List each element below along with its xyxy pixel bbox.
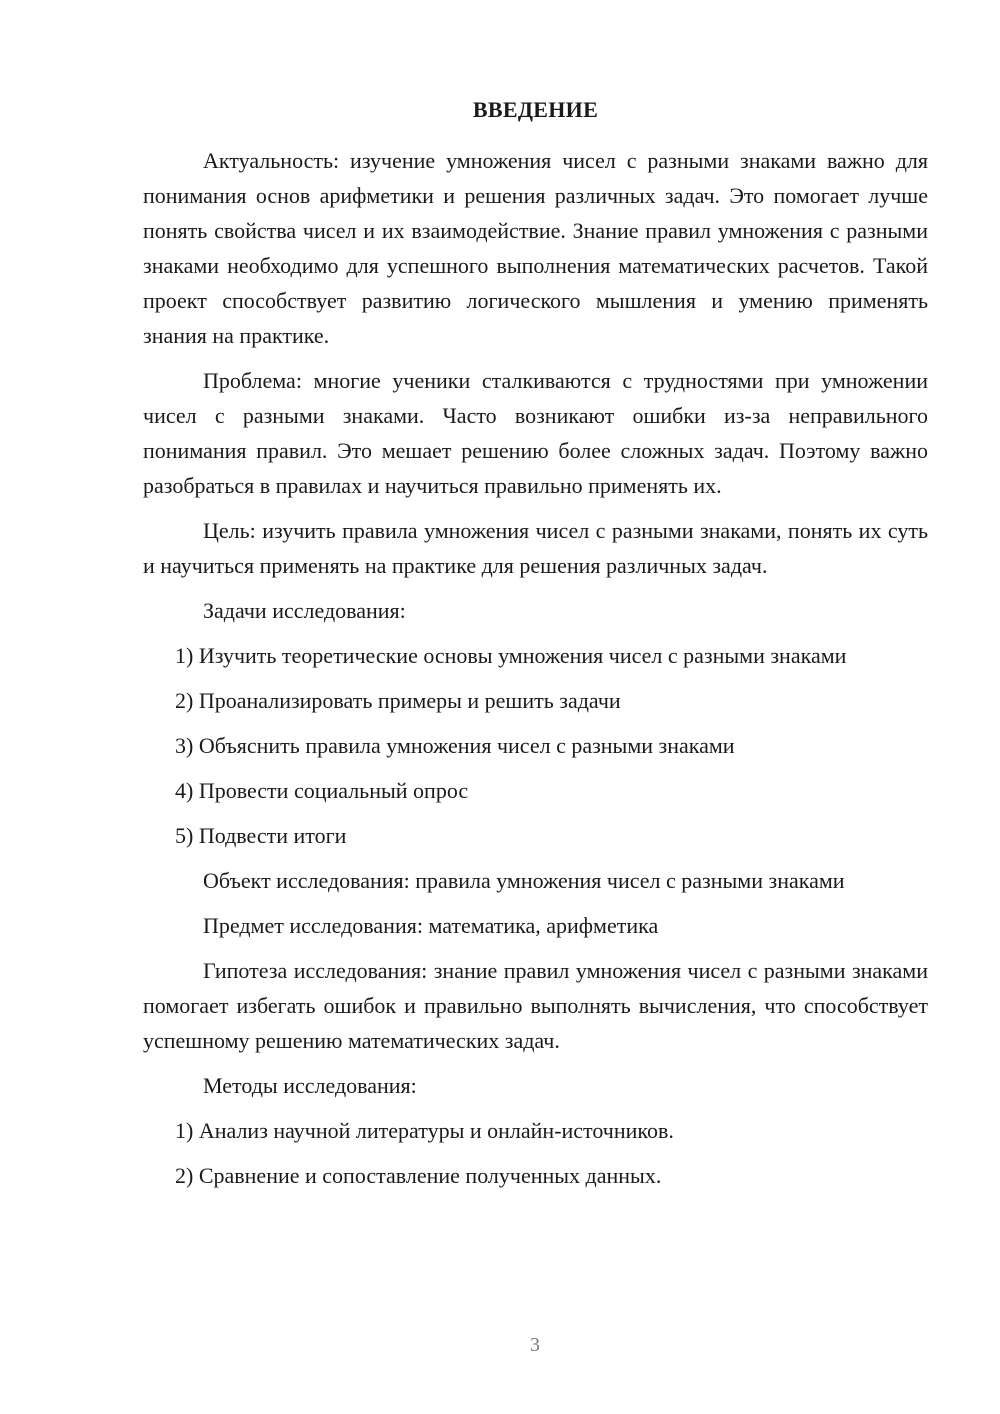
- tasks-list: [143, 638, 928, 853]
- goal-paragraph: Цель: изучить правила умножения чисел с разными знаками, понять их суть и научиться применять на практике для решения различных задач.: [143, 518, 928, 578]
- relevance-paragraph: Актуальность: изучение умножения чисел с разными знаками важно для понимания основ арифметики и решения различных задач. Это помогает лучше понять свойства чисел и их взаимодействие. Знание правил умножения с разными знаками необходимо для успешного выполнения математических расчетов. Такой проект способствует развитию логического мышления и умению применять знания на практике.: [143, 148, 928, 348]
- research-object: Объект исследования: правила умножения чисел с разными знаками: [203, 868, 845, 893]
- hypothesis-paragraph: Гипотеза исследования: знание правил умножения чисел с разными знаками помогает избегать ошибок и правильно выполнять вычисления, что способствует успешному решению математических задач.: [143, 958, 928, 1053]
- document-page: [143, 92, 928, 1203]
- page-number: 3: [530, 1334, 540, 1356]
- list-item: 3) Объяснить правила умножения чисел с разными знаками: [175, 733, 735, 758]
- problem-paragraph: Проблема: многие ученики сталкиваются с трудностями при умножении чисел с разными знаками. Часто возникают ошибки из-за неправильного понимания правил. Это мешает решению более сложных задач. Поэтому важно разобраться в правилах и научиться правильно применять их.: [143, 368, 928, 498]
- section-title: ВВЕДЕНИЕ: [472, 97, 599, 122]
- tasks-heading: Задачи исследования:: [203, 598, 406, 623]
- list-item: 5) Подвести итоги: [175, 823, 347, 848]
- research-subject: Предмет исследования: математика, арифметика: [203, 913, 659, 938]
- list-item: 1) Изучить теоретические основы умножения чисел с разными знаками: [175, 643, 847, 668]
- list-item: 1) Анализ научной литературы и онлайн-источников.: [175, 1118, 674, 1143]
- list-item: 2) Проанализировать примеры и решить задачи: [175, 688, 621, 713]
- list-item: 2) Сравнение и сопоставление полученных данных.: [175, 1163, 662, 1188]
- methods-heading: Методы исследования:: [203, 1073, 417, 1098]
- methods-list: [143, 1113, 928, 1193]
- list-item: 4) Провести социальный опрос: [175, 778, 469, 803]
